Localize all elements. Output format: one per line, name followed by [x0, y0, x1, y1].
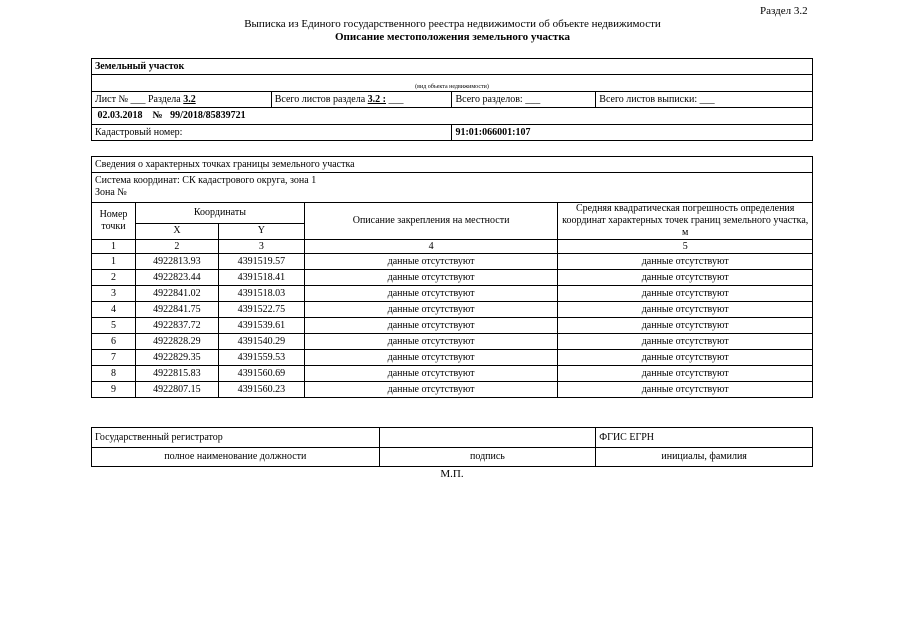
point-description: данные отсутствуют	[304, 286, 558, 302]
point-x: 4922815.83	[135, 366, 218, 382]
total-sheets: Всего листов выписки: ___	[596, 92, 813, 108]
table-row	[92, 254, 813, 270]
point-description: данные отсутствуют	[304, 318, 558, 334]
point-y: 4391522.75	[218, 302, 304, 318]
sheets-in-section-value: 3.2 :	[367, 93, 387, 105]
zone-label: Зона №	[95, 187, 127, 198]
point-error: данные отсутствуют	[558, 270, 813, 286]
col-number-4: 4	[304, 240, 558, 254]
stamp-label: М.П.	[440, 468, 464, 480]
table-row	[92, 270, 813, 286]
cadastral-label: Кадастровый номер:	[92, 125, 452, 141]
sheet-label: Лист № ___ Раздела	[95, 93, 181, 105]
table-row	[92, 334, 813, 350]
col-number-1: 1	[92, 240, 136, 254]
table-row	[92, 350, 813, 366]
coord-system: Система координат: СК кадастрового округа, зона 1	[95, 175, 317, 186]
point-description: данные отсутствуют	[304, 302, 558, 318]
number-sign: №	[152, 110, 163, 121]
caption-signature: подпись	[379, 448, 596, 467]
section-number: 3.2	[183, 93, 196, 105]
point-x: 4922813.93	[135, 254, 218, 270]
sheets-in-section-cell	[271, 92, 452, 108]
point-x: 4922841.02	[135, 286, 218, 302]
point-y: 4391560.69	[218, 366, 304, 382]
coord-system-cell	[92, 173, 813, 203]
header-line1: Выписка из Единого государственного реестра недвижимости об объекте недвижимости	[244, 18, 661, 30]
signature-field	[379, 428, 596, 448]
points-table	[91, 156, 813, 398]
registrar-position: Государственный регистратор	[92, 428, 380, 448]
col-number-2: 2	[135, 240, 218, 254]
header-x: X	[135, 223, 218, 239]
object-type-caption: (вид объекта недвижимости)	[92, 75, 813, 92]
point-description: данные отсутствуют	[304, 366, 558, 382]
point-error: данные отсутствуют	[558, 382, 813, 398]
point-y: 4391540.29	[218, 334, 304, 350]
point-number: 8	[92, 366, 136, 382]
point-number: 2	[92, 270, 136, 286]
point-x: 4922823.44	[135, 270, 218, 286]
total-sections: Всего разделов: ___	[452, 92, 596, 108]
point-error: данные отсутствуют	[558, 350, 813, 366]
point-error: данные отсутствуют	[558, 302, 813, 318]
point-error: данные отсутствуют	[558, 286, 813, 302]
col-number-3: 3	[218, 240, 304, 254]
table-row	[92, 318, 813, 334]
table-row	[92, 302, 813, 318]
point-y: 4391539.61	[218, 318, 304, 334]
point-x: 4922807.15	[135, 382, 218, 398]
table-row	[92, 382, 813, 398]
point-error: данные отсутствуют	[558, 254, 813, 270]
point-description: данные отсутствуют	[304, 350, 558, 366]
point-description: данные отсутствуют	[304, 382, 558, 398]
point-y: 4391519.57	[218, 254, 304, 270]
table-row	[92, 286, 813, 302]
section-label: Раздел 3.2	[760, 5, 808, 17]
point-description: данные отсутствуют	[304, 334, 558, 350]
header-y: Y	[218, 223, 304, 239]
caption-position: полное наименование должности	[92, 448, 380, 467]
point-y: 4391560.23	[218, 382, 304, 398]
header-line2: Описание местоположения земельного участка	[334, 31, 571, 43]
point-number: 3	[92, 286, 136, 302]
header-coordinates: Координаты	[135, 203, 304, 224]
point-number: 6	[92, 334, 136, 350]
point-x: 4922828.29	[135, 334, 218, 350]
point-number: 1	[92, 254, 136, 270]
signature-table	[91, 427, 813, 467]
extract-number: 99/2018/85839721	[170, 110, 246, 121]
sheets-in-section-tail: ___	[388, 93, 404, 105]
cadastral-value: 91:01:066001:107	[452, 125, 813, 141]
point-x: 4922841.75	[135, 302, 218, 318]
point-y: 4391518.03	[218, 286, 304, 302]
sheet-cell	[92, 92, 272, 108]
point-error: данные отсутствуют	[558, 366, 813, 382]
header-description: Описание закрепления на местности	[304, 203, 558, 240]
point-error: данные отсутствуют	[558, 334, 813, 350]
point-description: данные отсутствуют	[304, 270, 558, 286]
point-number: 4	[92, 302, 136, 318]
table-row	[92, 366, 813, 382]
point-number: 7	[92, 350, 136, 366]
point-y: 4391559.53	[218, 350, 304, 366]
point-number: 5	[92, 318, 136, 334]
extract-date: 02.03.2018	[97, 110, 143, 121]
header-point-number: Номер точки	[92, 203, 136, 240]
points-title: Сведения о характерных точках границы земельного участка	[92, 157, 813, 173]
caption-name: инициалы, фамилия	[596, 448, 813, 467]
object-type: Земельный участок	[92, 59, 813, 75]
point-number: 9	[92, 382, 136, 398]
date-number-row	[92, 108, 813, 125]
col-number-5: 5	[558, 240, 813, 254]
sheets-in-section-label: Всего листов раздела	[274, 93, 366, 105]
registrar-name: ФГИС ЕГРН	[596, 428, 813, 448]
header-error: Средняя квадратическая погрешность определения координат характерных точек границ земельного участка, м	[558, 203, 813, 240]
point-y: 4391518.41	[218, 270, 304, 286]
point-x: 4922837.72	[135, 318, 218, 334]
point-x: 4922829.35	[135, 350, 218, 366]
point-description: данные отсутствуют	[304, 254, 558, 270]
point-error: данные отсутствуют	[558, 318, 813, 334]
object-info-table	[91, 58, 813, 141]
